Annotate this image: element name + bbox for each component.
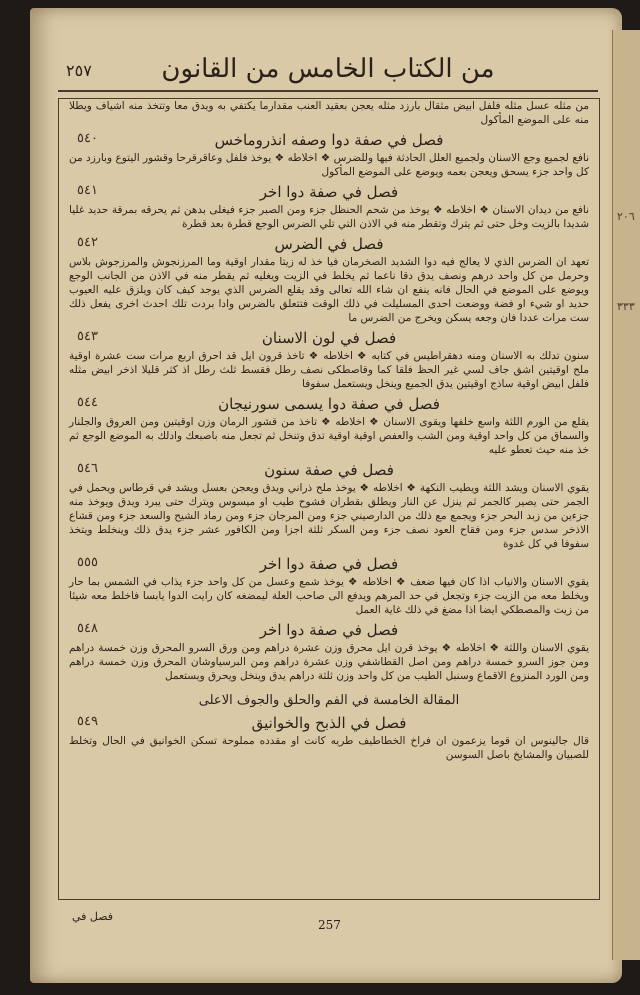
footer-page-number: 257 — [318, 918, 341, 932]
section-title: فصل في لون الاسنان — [261, 329, 397, 347]
paragraph: نافع لجميع وجع الاسنان ولجميع العلل الحادثة فيها وللضرس ❖ اخلاطه ❖ يوخذ فلفل وعاقرقرحا وقشور اليتوع وبارزد من كل واحد جزء يسحق ويعجن بعمه ويوضع على الموضع المأكول — [69, 152, 589, 178]
section-number: ٥٤١ — [77, 183, 98, 198]
section-title: فصل في صفة سنون — [264, 461, 394, 479]
section-title: فصل في صفة دوا اخر — [259, 555, 399, 573]
section-heading — [59, 395, 599, 413]
section-title: فصل في صفة دوا اخر — [259, 183, 399, 201]
paragraph: نافع من ديدان الاسنان ❖ اخلاطه ❖ يوخذ من شحم الحنظل جزء ومن الصبر جزء فيغلى بدهن ثم يحرقه بمرقة حديد غليا شديدا بالزيت وخل حتى ثم يترك وتقطر منه في الاذن التي تلي الضرس الوجع قطرة بعد قطرة — [69, 204, 589, 230]
section-number: ٥٤٠ — [77, 131, 98, 146]
section-number: ٥٤٩ — [77, 714, 98, 729]
running-header — [58, 30, 598, 92]
paragraph: سنون تدلك به الاسنان ومنه دهقراطيس في كتابه ❖ اخلاطه ❖ تاخذ قرون ايل قد احرق اربع مرات ست عشرة اوقية ملح اوقيتين اشق جاف لسي غير الحظ فلقا كما وقاصطكى نصف رطل فقسط ثلث رطل اذ كثر قليلا اذخر ابيض مثله فلفل ابيض اوقية ساذج اوقيتين يدق الجميع وينخل ويستعمل سفوفا — [69, 350, 589, 390]
section-number: ٥٥٥ — [77, 555, 98, 570]
header-title: من الكتاب الخامس من القانون — [161, 54, 495, 84]
margin-note: ٣٣٣ — [617, 300, 635, 313]
paragraph: يقوي الاسنان واللثة ❖ اخلاطه ❖ يوخذ قرن ايل محرق وزن عشرة دراهم ومن ورق السرو المحرق وزن خمسة دراهم ومن جوز السرو خمسة دراهم ومن اصل القطاشفي وزن عشرة دراهم ومن البرسياوشان المحرق وزن خمسة دراهم ومن الورد المنزوع الاقماع وسنبل الطيب من كل واحد وزن ثلثة دراهم يدق وينخل ويحرق ويستعمل — [69, 642, 589, 682]
paragraph: يقلع من الورم اللثة واسع خلفها ويقوى الاسنان ❖ اخلاطه ❖ تاخذ من قشور الرمان وزن اوقيتين ومن العروق والجلنار والسماق من كل واحد اوقية ومن الشب والعفص اوقية اوقية تدق وتنخل ثم تجعل منه باصبعك وادلك به الموضع الوجع ثم خذ منه حيث تعطو عليه — [69, 416, 589, 456]
section-title: فصل في صفة دوا اخر — [259, 621, 399, 639]
section-heading — [59, 555, 599, 573]
section-title: فصل في صفة دوا وصفه انذروماخس — [214, 131, 444, 149]
section-heading — [59, 461, 599, 479]
page-footer — [58, 910, 598, 940]
section-heading — [59, 329, 599, 347]
text-frame — [58, 98, 600, 900]
section-title: فصل في الضرس — [274, 235, 384, 253]
section-number: ٥٤٨ — [77, 621, 98, 636]
page-content — [58, 30, 598, 955]
section-heading — [59, 714, 599, 732]
book-page — [30, 8, 622, 983]
catchword: فصل في — [72, 910, 114, 923]
chapter-heading: المقالة الخامسة في الفم والحلق والجوف الاعلى — [198, 693, 460, 708]
paragraph: قال جالينوس ان قوما يزعمون ان فراخ الخطاطيف طريه كانت او مقدده مملوحة تسكن الخوانيق في الحال وتخلط للصبيان والمشايخ باصل السوسن — [69, 735, 589, 761]
section-heading — [59, 131, 599, 149]
next-page-edge — [612, 30, 640, 960]
section-number: ٥٤٣ — [77, 329, 98, 344]
paragraph: تعهد ان الضرس الذي لا يعالج فيه دوا الشديد الصخرمان فيا خذ له زيتا مقدار اوقية وما المرزنجوش والمرزجوش بلاس وحرمل من كل واحد درهم ونصف يدق دقا ناعما ثم يخلط في الزيت ويغليه ثم يقطر منه في الاذن من الجانب الوجع ويوضع على الموضع في الحال فانه ينفع ان شاء الله تعالى وقد يقلع الضرس الذي يوجد كيف كان ويلزق عليه العيوب حديد او شيء او فضة ووضعت احدى المسليلت في ذلك الوقت فتتعلق بالضرس وادا بردت تلك احدث اخرى يفعل ذلك ست مرات عددا فان وجعه يسكن ويخرج من الضرس ما — [69, 256, 589, 324]
paragraph: يقوي الاسنان ويشد اللثة ويطيب النكهة ❖ اخلاطه ❖ يوخذ ملح ذراني ويدق ويعجن بعسل ويشد في قرطاس ويحمل في الجمر حتى يصير كالجمر ثم ينزل عن النار ويطلق بقطران فشوح طيب او ميسوس ويترك حتى يبرد ويدق ويوخذ منه جزءين من زبد البحر جزء ويجمع مع ذلك من الدارصيني جزء ومن المرجان جزء ومن رماد الشيح والسعد جزء ومن قشاع الاذخر سدس جزء ومن فقاح العود نصف جزء ومن السكر ثلثة اجزا ومن الكافور عشر جزء يدق ذلك وينخلط ويتخذ سفوفا في كل غدوة — [69, 482, 589, 550]
paragraph: من مثله عسل مثله فلفل ابيض مثقال بارزد مثله يعجن بعقيد العنب مقدارما يكتفي به ويدق معا وتتخذ منه اشياف ويطلا منه على الموضع المأكول — [69, 100, 589, 126]
section-title: فصل في صفة دوا يسمى سورنيجان — [218, 395, 440, 413]
section-number: ٥٤٤ — [77, 395, 98, 410]
paragraph: يقوي الاسنان والانياب اذا كان فيها ضعف ❖ اخلاطه ❖ يوخذ شمع وعسل من كل واحد جزء يذاب في الشمس بما حار ويخلط معه من الزيت جزء وتجعل في حد المرهم ويدفع الى صاحب العلة ليمضغه كان رايت الدوا يابسا فاخلط معه شيئا من زيت والمصطكي ايضا اذا مضغ في ذلك غاية العمل — [69, 576, 589, 616]
margin-note: ٢٠٦ — [617, 210, 635, 223]
header-page-number: ٢٥٧ — [66, 61, 92, 80]
section-number: ٥٤٦ — [77, 461, 98, 476]
section-heading — [59, 621, 599, 639]
section-title: فصل في الذبح والخوانيق — [251, 714, 407, 732]
section-heading — [59, 235, 599, 253]
section-number: ٥٤٢ — [77, 235, 98, 250]
section-heading — [59, 183, 599, 201]
